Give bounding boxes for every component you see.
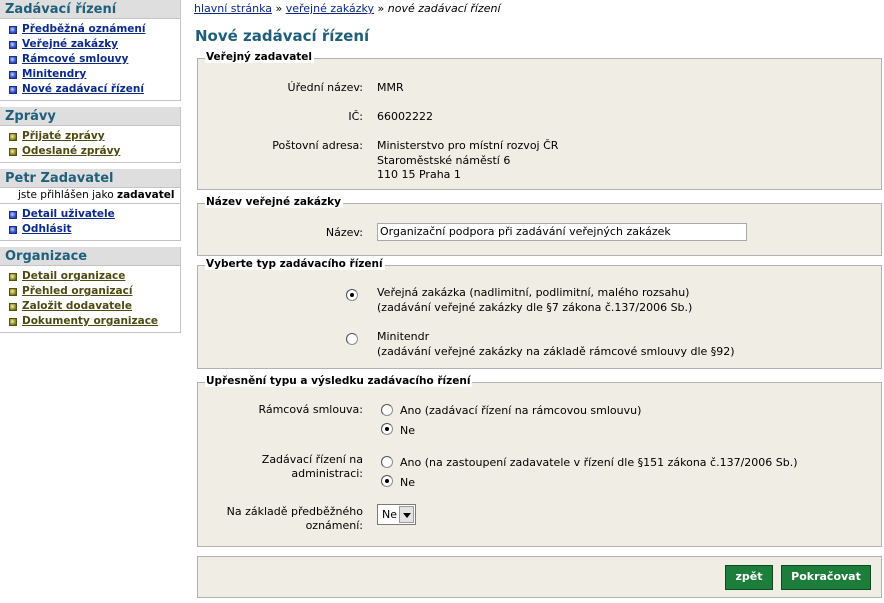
- label-line: Zadávací řízení na: [261, 453, 363, 466]
- sidebar: [0, 0, 181, 339]
- continue-button[interactable]: Pokračovat: [781, 565, 871, 590]
- logged-role: zadavatel: [116, 189, 175, 201]
- sidebar-link[interactable]: Předběžná oznámení: [22, 23, 146, 35]
- sidebar-section-messages: [0, 107, 181, 163]
- sidebar-link[interactable]: Přehled organizací: [22, 285, 133, 297]
- sidebar-item-framework-agreements[interactable]: [0, 52, 180, 67]
- panel-legend: Název veřejné zakázky: [206, 196, 341, 208]
- logged-in-info: [0, 188, 180, 204]
- sidebar-item-logout[interactable]: [0, 222, 180, 237]
- procedure-type-minitender-radio[interactable]: [346, 333, 358, 345]
- administration-yes-label[interactable]: Ano (na zastoupení zadavatele v řízení dle §151 zákona č.137/2006 Sb.): [400, 456, 798, 469]
- sidebar-link[interactable]: Odeslané zprávy: [22, 145, 121, 157]
- sidebar-heading: Zadávací řízení: [0, 0, 180, 19]
- bullet-icon: [9, 133, 17, 141]
- sidebar-section-procurement: [0, 0, 181, 101]
- sidebar-link[interactable]: Veřejné zakázky: [22, 38, 119, 50]
- sidebar-link[interactable]: Detail organizace: [22, 270, 126, 282]
- action-bar: [197, 556, 882, 598]
- framework-no-radio[interactable]: [381, 423, 393, 435]
- procedure-type-public-option: [377, 286, 692, 315]
- sidebar-item-org-documents[interactable]: [0, 314, 180, 329]
- bullet-icon: [9, 148, 17, 156]
- framework-yes-radio[interactable]: [381, 404, 393, 416]
- refinement-panel: [197, 375, 882, 547]
- sidebar-item-org-overview[interactable]: [0, 284, 180, 299]
- sidebar-item-prior-notices[interactable]: [0, 22, 180, 37]
- bullet-icon: [9, 273, 17, 281]
- prior-notice-select[interactable]: [377, 504, 416, 525]
- sidebar-item-org-detail[interactable]: [0, 269, 180, 284]
- sidebar-item-received-messages[interactable]: [0, 129, 180, 144]
- sidebar-item-public-contracts[interactable]: [0, 37, 180, 52]
- sidebar-link[interactable]: Minitendry: [22, 68, 87, 80]
- label-line: oznámení:: [305, 519, 363, 532]
- panel-legend: Veřejný zadavatel: [206, 51, 313, 63]
- breadcrumb-public-contracts-link[interactable]: veřejné zakázky: [285, 2, 375, 15]
- option-title: Veřejná zakázka (nadlimitní, podlimitní, malého rozsahu): [377, 286, 690, 299]
- panel-legend: Upřesnění typu a výsledku zadávacího řízení: [206, 375, 471, 387]
- label-line: Na základě předběžného: [226, 505, 363, 518]
- main-content: [194, 0, 882, 583]
- breadcrumb-separator: »: [275, 2, 283, 15]
- chevron-down-icon[interactable]: [399, 506, 414, 523]
- contract-name-panel: [197, 196, 882, 256]
- sidebar-link[interactable]: Nové zadávací řízení: [22, 83, 144, 95]
- bullet-icon: [9, 318, 17, 326]
- address-label: Poštovní adresa:: [272, 139, 363, 152]
- bullet-icon: [9, 26, 17, 34]
- sidebar-link[interactable]: Detail uživatele: [22, 208, 115, 220]
- administration-no-radio[interactable]: [381, 475, 393, 487]
- contract-name-label: Název:: [325, 226, 363, 239]
- sidebar-item-new-procedure[interactable]: [0, 82, 180, 97]
- framework-yes-label[interactable]: Ano (zadávací řízení na rámcovou smlouvu): [400, 404, 642, 417]
- sidebar-link[interactable]: Odhlásit: [22, 223, 72, 235]
- framework-label: Rámcová smlouva:: [258, 403, 363, 416]
- breadcrumb-home-link[interactable]: hlavní stránka: [194, 2, 272, 15]
- address-value: [377, 139, 558, 183]
- sidebar-link[interactable]: Založit dodavatele: [22, 300, 133, 312]
- official-name-label: Úřední název:: [287, 81, 363, 94]
- select-value: Ne: [382, 508, 397, 521]
- logged-prefix: jste přihlášen jako: [18, 189, 114, 201]
- bullet-icon: [9, 86, 17, 94]
- option-desc: (zadávání veřejné zakázky dle §7 zákona č.137/2006 Sb.): [377, 300, 693, 314]
- breadcrumb-separator: »: [377, 2, 385, 15]
- bullet-icon: [9, 71, 17, 79]
- ic-value: 66002222: [377, 110, 433, 123]
- official-name-value: MMR: [377, 81, 404, 94]
- bullet-icon: [9, 288, 17, 296]
- label-line: administraci:: [291, 467, 363, 480]
- option-desc: (zadávání veřejné zakázky na základě rámcové smlouvy dle §92): [377, 344, 735, 358]
- sidebar-heading: Zprávy: [0, 107, 180, 126]
- back-button[interactable]: zpět: [725, 565, 773, 590]
- sidebar-link[interactable]: Dokumenty organizace: [22, 315, 159, 327]
- contracting-authority-panel: [197, 51, 882, 190]
- bullet-icon: [9, 226, 17, 234]
- sidebar-item-minitenders[interactable]: [0, 67, 180, 82]
- procedure-type-minitender-option: [377, 330, 735, 359]
- bullet-icon: [9, 56, 17, 64]
- ic-label: IČ:: [348, 110, 363, 123]
- address-line: 110 15 Praha 1: [377, 168, 461, 181]
- sidebar-heading: Organizace: [0, 247, 180, 266]
- sidebar-item-user-detail[interactable]: [0, 207, 180, 222]
- sidebar-item-sent-messages[interactable]: [0, 144, 180, 159]
- panel-legend: Vyberte typ zadávacího řízení: [206, 258, 383, 270]
- address-line: Ministerstvo pro místní rozvoj ČR: [377, 139, 559, 152]
- bullet-icon: [9, 211, 17, 219]
- option-title: Minitendr: [377, 330, 430, 343]
- page-title: Nové zadávací řízení: [195, 27, 370, 45]
- administration-label: [198, 453, 363, 481]
- breadcrumb-current: nové zadávací řízení: [387, 2, 501, 15]
- sidebar-heading: Petr Zadavatel: [0, 169, 180, 188]
- breadcrumb: [194, 0, 882, 17]
- sidebar-section-user: [0, 169, 181, 241]
- framework-no-label[interactable]: Ne: [400, 424, 415, 437]
- bullet-icon: [9, 41, 17, 49]
- procedure-type-panel: [197, 258, 882, 369]
- sidebar-link[interactable]: Přijaté zprávy: [22, 130, 105, 142]
- sidebar-item-create-supplier[interactable]: [0, 299, 180, 314]
- bullet-icon: [9, 303, 17, 311]
- contract-name-input[interactable]: Organizační podpora při zadávání veřejných zakázek: [377, 223, 747, 241]
- address-line: Staroměstské náměstí 6: [377, 153, 511, 167]
- sidebar-section-organization: [0, 247, 181, 333]
- prior-notice-label: [198, 505, 363, 533]
- administration-no-label[interactable]: Ne: [400, 476, 415, 489]
- procedure-type-public-radio[interactable]: [346, 289, 358, 301]
- administration-yes-radio[interactable]: [381, 456, 393, 468]
- sidebar-link[interactable]: Rámcové smlouvy: [22, 53, 129, 65]
